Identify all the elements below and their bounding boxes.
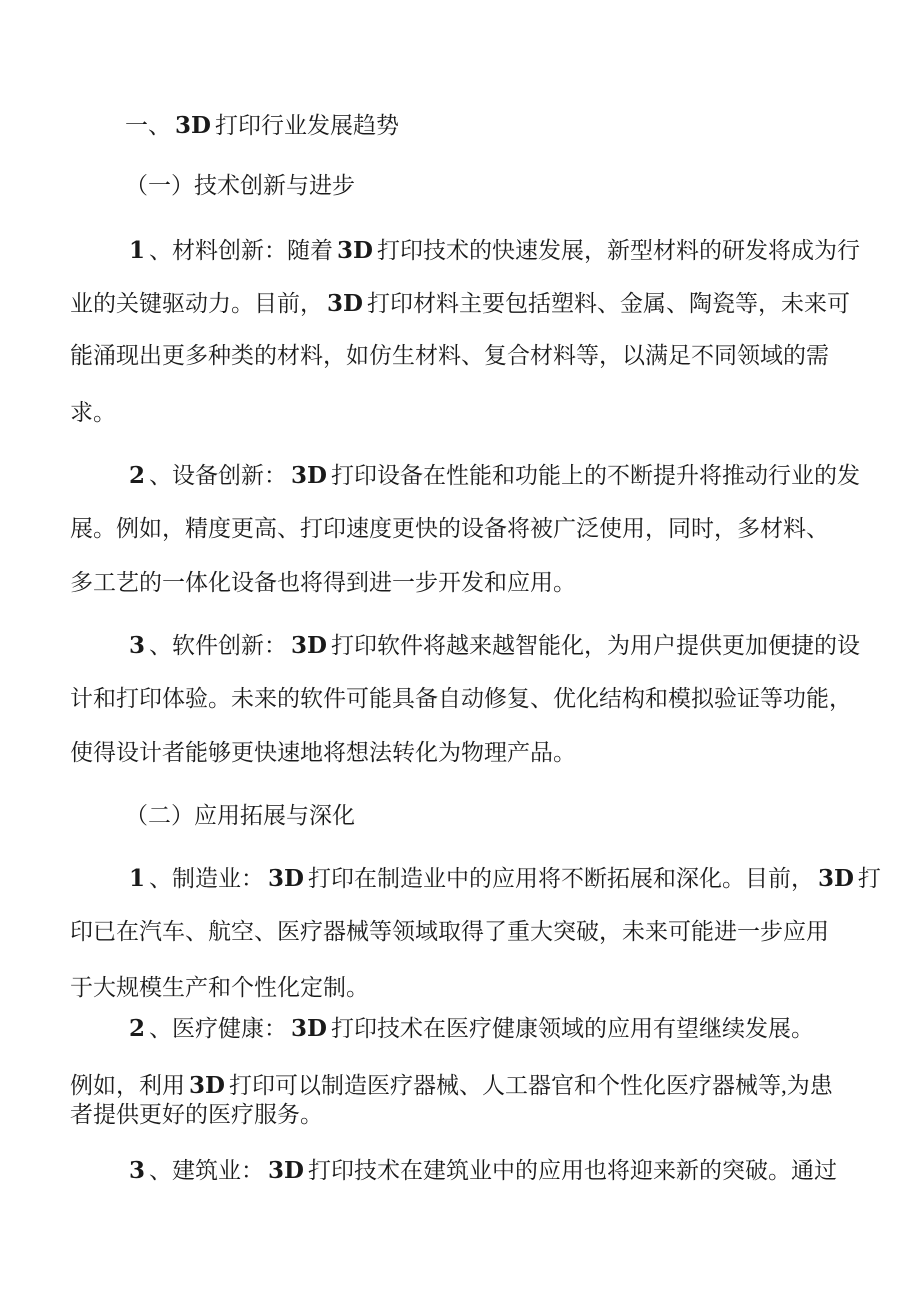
doc-text-line: 使得设计者能够更快速地将想法转化为物理产品。 <box>70 740 576 765</box>
doc-text-line: 3 、软件创新： 3D 打印软件将越来越智能化，为用户提供更加便捷的设 <box>129 632 860 659</box>
doc-text-line: 1 、材料创新：随着 3D 打印技术的快速发展，新型材料的研发将成为行 <box>129 237 860 264</box>
doc-text-line: 求。 <box>70 400 116 425</box>
doc-text-line: 于大规模生产和个性化定制。 <box>70 975 369 1000</box>
doc-text-line: 多工艺的一体化设备也将得到进一步开发和应用。 <box>70 570 576 595</box>
doc-text-line: 者提供更好的医疗服务。 <box>70 1102 323 1127</box>
doc-text-line: 印已在汽车、航空、医疗器械等领域取得了重大突破，未来可能进一步应用 <box>70 919 829 944</box>
doc-text-line: 1 、制造业： 3D 打印在制造业中的应用将不断拓展和深化。目前， 3D 打 <box>129 865 881 892</box>
doc-text-line: 2 、医疗健康： 3D 打印技术在医疗健康领域的应用有望继续发展。 <box>129 1015 814 1042</box>
doc-heading-level2: （一）技术创新与进步 <box>125 173 355 198</box>
doc-text-line: 展。例如，精度更高、打印速度更快的设备将被广泛使用，同时，多材料、 <box>70 516 829 541</box>
doc-heading-level1: 一、 3D 打印行业发展趋势 <box>125 112 399 139</box>
doc-text-line: 业的关键驱动力。目前， 3D 打印材料主要包括塑料、金属、陶瓷等，未来可 <box>70 290 850 317</box>
doc-text-line: 3 、建筑业： 3D 打印技术在建筑业中的应用也将迎来新的突破。通过 <box>129 1157 837 1184</box>
doc-text-line: 能涌现出更多种类的材料，如仿生材料、复合材料等，以满足不同领域的需 <box>70 343 829 368</box>
doc-heading-level2: （二）应用拓展与深化 <box>125 803 355 828</box>
doc-text-line: 例如，利用 3D 打印可以制造医疗器械、人工器官和个性化医疗器械等,为患 <box>70 1072 833 1099</box>
doc-text-line: 2 、设备创新： 3D 打印设备在性能和功能上的不断提升将推动行业的发 <box>129 462 860 489</box>
doc-text-line: 计和打印体验。未来的软件可能具备自动修复、优化结构和模拟验证等功能， <box>70 686 852 711</box>
